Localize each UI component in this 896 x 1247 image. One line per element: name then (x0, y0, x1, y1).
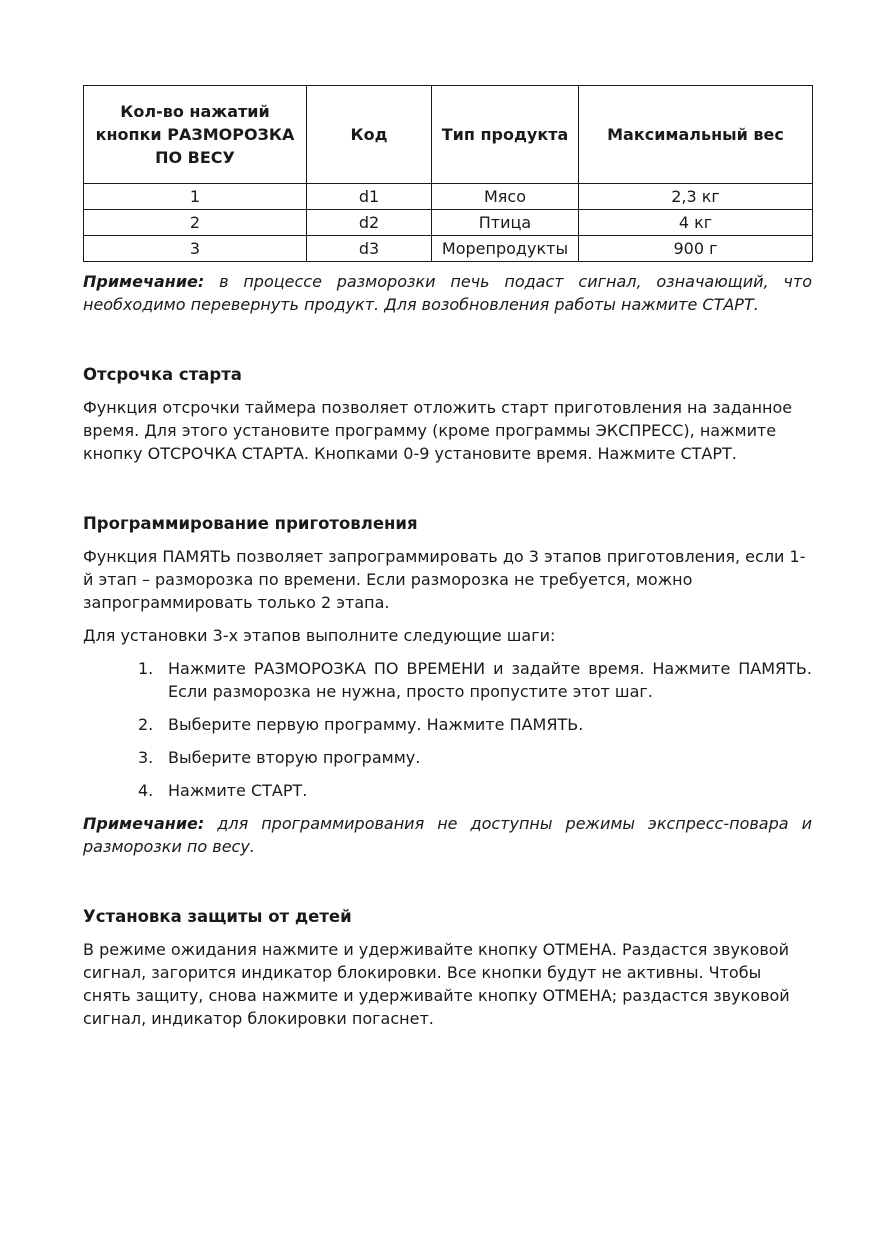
paragraph-child-lock: В режиме ожидания нажмите и удерживайте кнопку ОТМЕНА. Раздастся звуковой сигнал, загорится индикатор блокировки. Все кнопки будут не активны. Чтобы снять защиту, снова нажмите и удерживайте кнопку ОТМЕНА; раздастся звуковой сигнал, индикатор блокировки погаснет. (83, 940, 790, 1028)
list-item (138, 713, 812, 736)
cell-press-count: 2 (84, 210, 307, 236)
note-label: Примечание: (83, 272, 205, 291)
cell-max-weight: 4 кг (579, 210, 813, 236)
note-defrost (83, 270, 812, 316)
cell-max-weight: 900 г (579, 236, 813, 262)
cell-product-type: Морепродукты (432, 236, 579, 262)
cell-code: d3 (307, 236, 432, 262)
cell-product-type: Мясо (432, 184, 579, 210)
heading-child-lock: Установка защиты от детей (83, 907, 352, 926)
table-row (84, 236, 813, 262)
table-header-row (84, 86, 813, 184)
cell-press-count: 1 (84, 184, 307, 210)
paragraph-programming-intro: Функция ПАМЯТЬ позволяет запрограммировать до 3 этапов приготовления, если 1-й этап – разморозка по времени. Если разморозка не требуется, можно запрограммировать только 2 этапа. (83, 547, 806, 612)
step-text: Нажмите СТАРТ. (168, 781, 308, 800)
list-item (138, 657, 812, 703)
paragraph-delay-start: Функция отсрочки таймера позволяет отложить старт приготовления на заданное время. Для этого установите программу (кроме программы ЭКСПРЕСС), нажмите кнопку ОТСРОЧКА СТАРТА. Кнопками 0-9 установите время. Нажмите СТАРТ. (83, 398, 793, 463)
step-text: Выберите вторую программу. (168, 748, 421, 767)
step-text: Нажмите РАЗМОРОЗКА ПО ВРЕМЕНИ и задайте время. Нажмите ПАМЯТЬ. Если разморозка не нужна, просто пропустите этот шаг. (168, 659, 812, 701)
cell-product-type: Птица (432, 210, 579, 236)
cell-code: d2 (307, 210, 432, 236)
table-row (84, 210, 813, 236)
heading-delay-start: Отсрочка старта (83, 365, 242, 384)
cell-max-weight: 2,3 кг (579, 184, 813, 210)
header-code: Код (307, 86, 432, 184)
note-programming (83, 812, 812, 858)
paragraph-programming-steps-intro: Для установки 3-х этапов выполните следующие шаги: (83, 626, 556, 645)
header-max-weight: Максимальный вес (579, 86, 813, 184)
step-number: 1. (138, 659, 154, 678)
document-page (83, 85, 812, 1030)
programming-steps-list (83, 657, 812, 802)
list-item (138, 746, 812, 769)
defrost-weight-table (83, 85, 813, 262)
step-number: 3. (138, 748, 154, 767)
step-number: 4. (138, 781, 154, 800)
note-text: в процессе разморозки печь подаст сигнал, означающий, что необходимо перевернуть продукт. Для возобновления работы нажмите СТАРТ. (83, 272, 812, 314)
list-item (138, 779, 812, 802)
note-label: Примечание: (83, 814, 205, 833)
header-product-type: Тип продукта (432, 86, 579, 184)
note-text: для программирования не доступны режимы экспресс-повара и разморозки по весу. (83, 814, 812, 856)
cell-code: d1 (307, 184, 432, 210)
step-text: Выберите первую программу. Нажмите ПАМЯТЬ. (168, 715, 584, 734)
step-number: 2. (138, 715, 154, 734)
header-press-count: Кол-во нажатий кнопки РАЗМОРОЗКА ПО ВЕСУ (84, 86, 307, 184)
table-row (84, 184, 813, 210)
heading-programming: Программирование приготовления (83, 514, 418, 533)
cell-press-count: 3 (84, 236, 307, 262)
